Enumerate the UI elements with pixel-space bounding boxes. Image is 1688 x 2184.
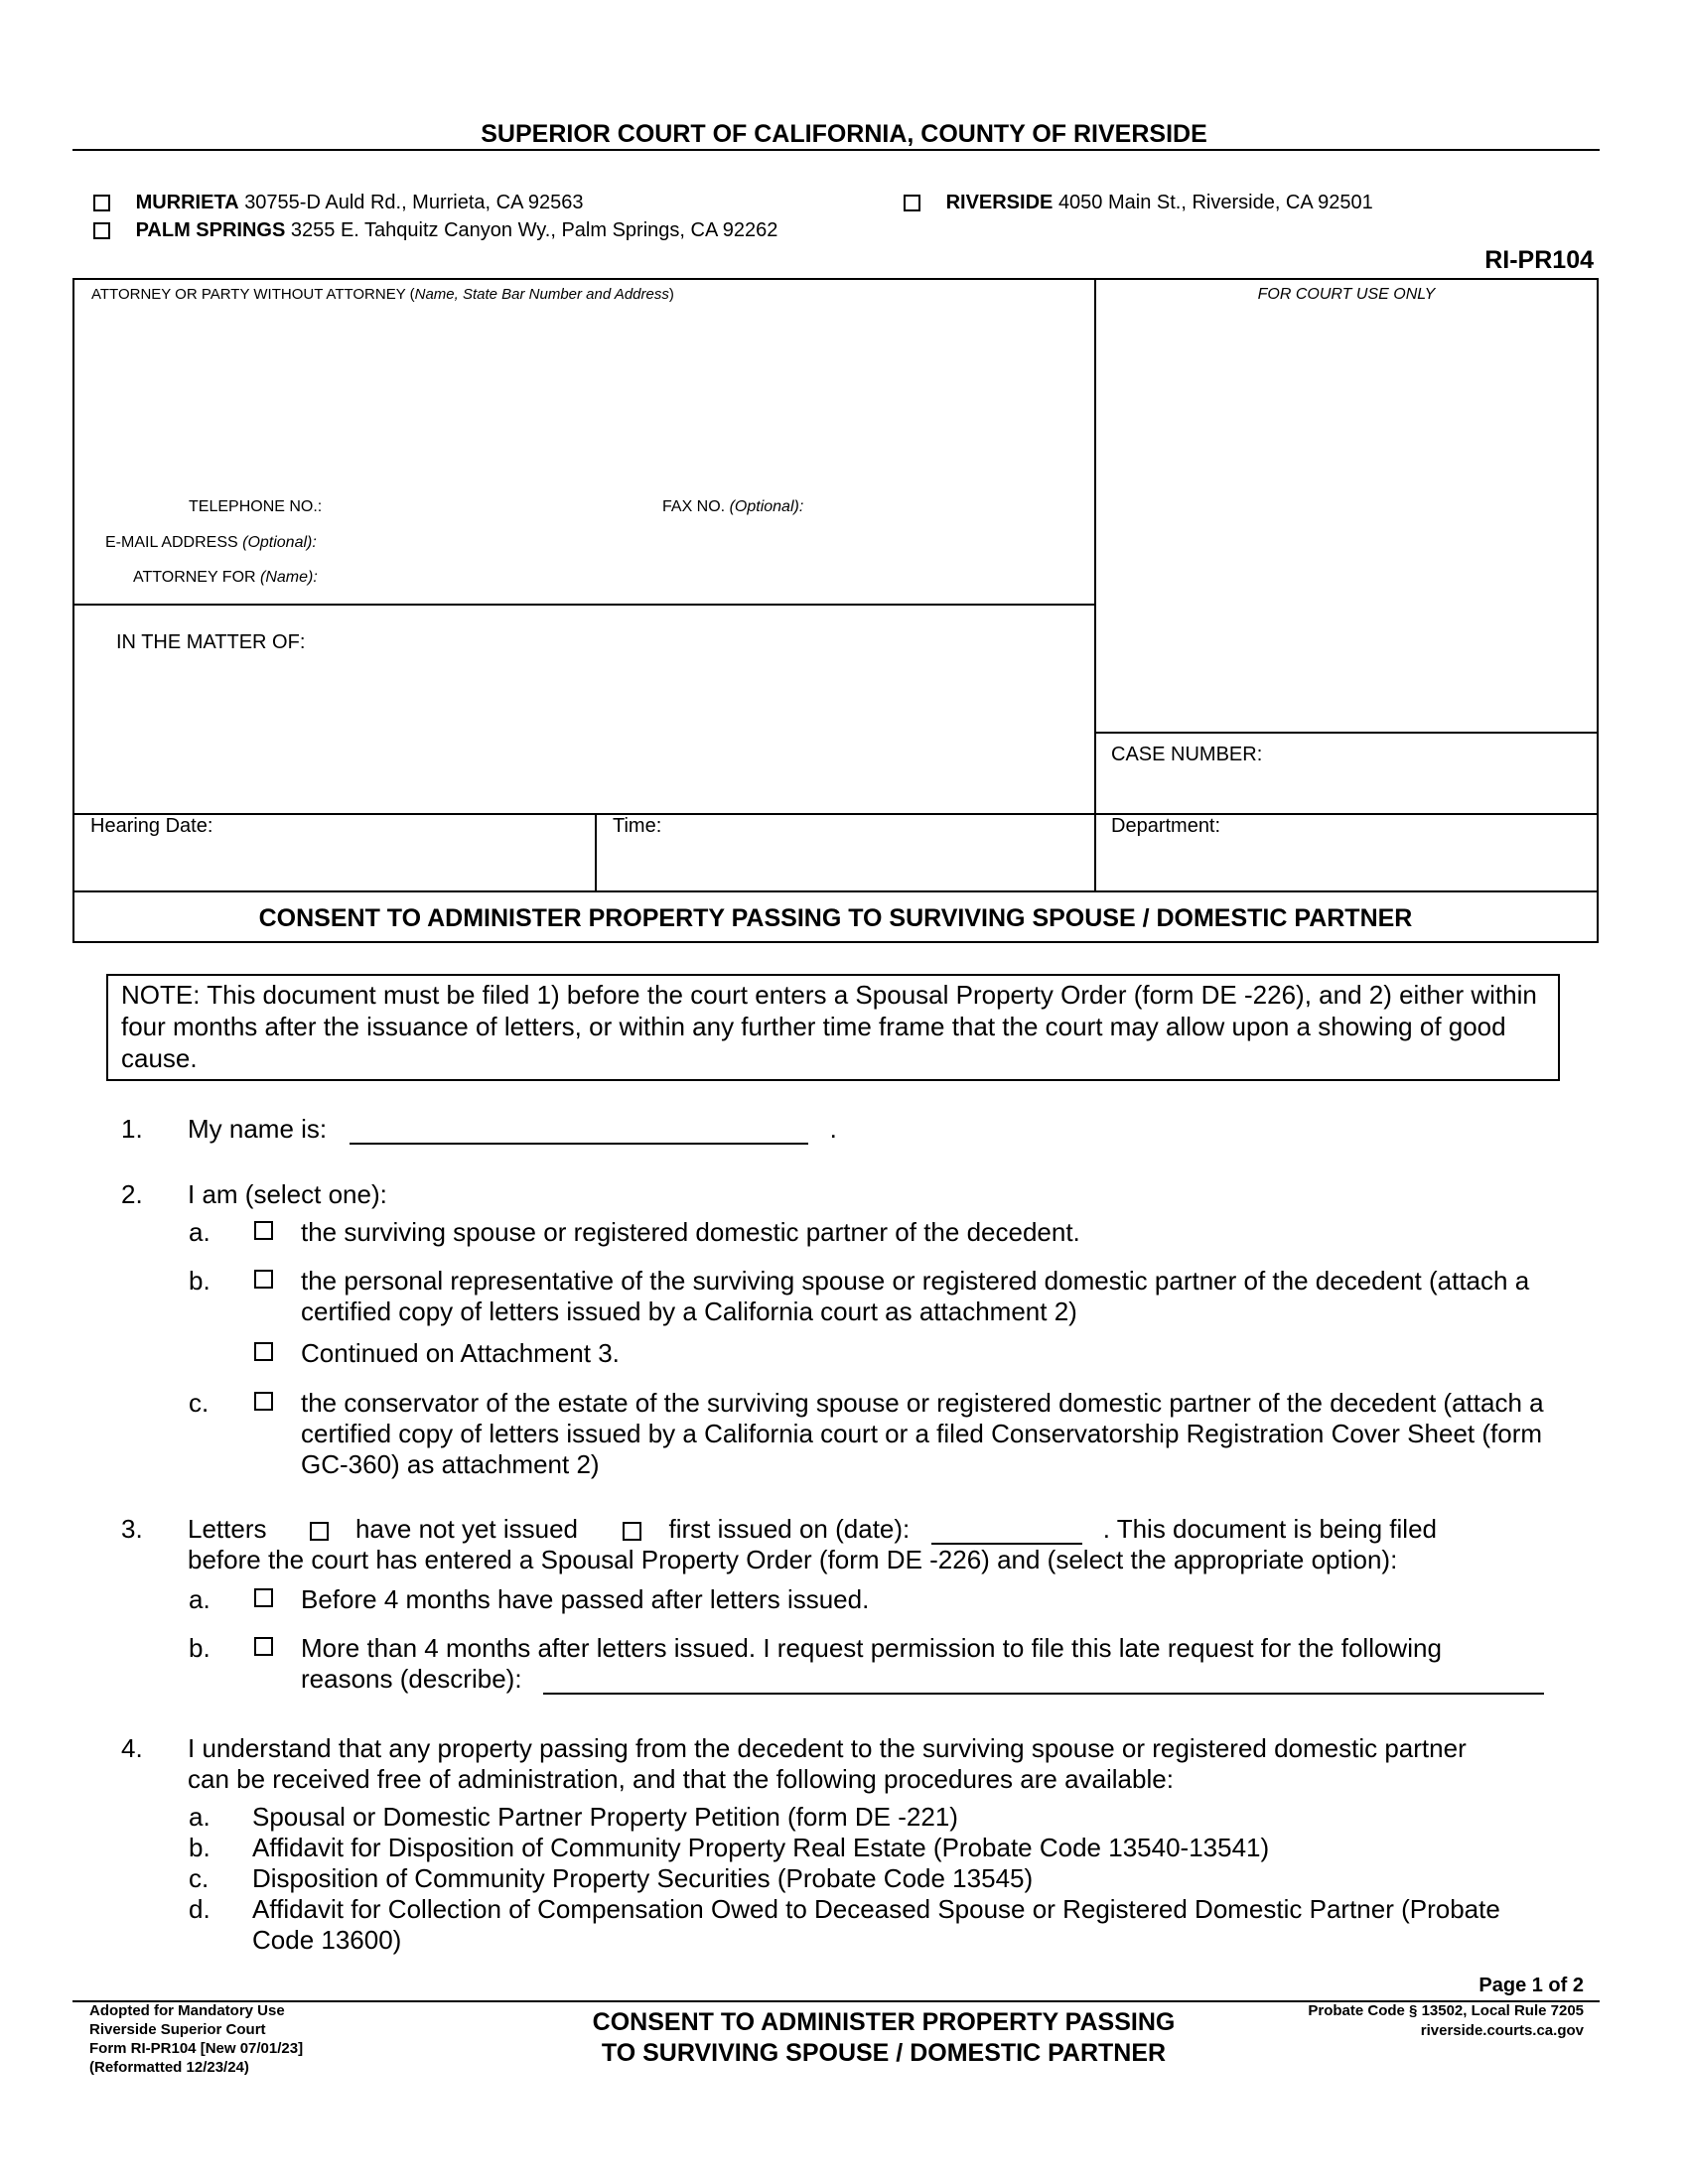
item-1-text: My name is:: [188, 1114, 328, 1144]
item-2-text: I am (select one):: [188, 1179, 387, 1209]
note-text: NOTE: This document must be filed 1) before the court enters a Spousal Property Order (form DE -226), and 2) either within four months after the issuance of letters, or within any further time frame that the court may allow upon a showing of good cause.: [121, 980, 1537, 1073]
footer-left-line: (Reformatted 12/23/24): [89, 2059, 249, 2076]
checkbox-2b[interactable]: [254, 1270, 273, 1289]
item-3a-label: a.: [189, 1584, 211, 1614]
footer-left-line: Form RI-PR104 [New 07/01/23]: [89, 2040, 304, 2057]
footer-title-line2: TO SURVIVING SPOUSE / DOMESTIC PARTNER: [601, 2039, 1167, 2067]
item-3b-text2: reasons (describe):: [301, 1664, 522, 1694]
email-label: E-MAIL ADDRESS (Optional):: [105, 534, 317, 551]
checkbox-3a[interactable]: [254, 1588, 273, 1607]
checkbox-2c[interactable]: [254, 1392, 273, 1411]
location-murrieta: [93, 192, 584, 214]
attorney-label: ATTORNEY OR PARTY WITHOUT ATTORNEY (Name, State Bar Number and Address): [91, 286, 674, 303]
item-1-number: 1.: [121, 1114, 143, 1144]
matter-label: IN THE MATTER OF:: [116, 631, 306, 653]
item-2c-text: the conservator of the estate of the surviving spouse or registered domestic partner of the decedent (attach a certified copy of letters issued by a California court or a filed Conservatorship Registration Cover Sheet (form GC-360) as attachment 2): [301, 1388, 1544, 1479]
list-item-text: Disposition of Community Property Securities (Probate Code 13545): [252, 1863, 1034, 1893]
checkbox-not-yet-issued[interactable]: [310, 1522, 329, 1541]
department-label: Department:: [1111, 815, 1221, 837]
court-title: SUPERIOR COURT OF CALIFORNIA, COUNTY OF RIVERSIDE: [481, 120, 1207, 148]
item-3-line2: before the court has entered a Spousal Property Order (form DE -226) and (select the appropriate option):: [188, 1545, 1398, 1574]
attorney-box[interactable]: [72, 278, 1096, 606]
not-yet-issued-label: have not yet issued: [354, 1514, 579, 1544]
item-1: [188, 1114, 837, 1145]
court-use-box: [1094, 278, 1599, 734]
letters-label: Letters: [188, 1514, 267, 1544]
checkbox-3b[interactable]: [254, 1637, 273, 1656]
checkbox-first-issued[interactable]: [623, 1522, 641, 1541]
location-palm-springs: [93, 219, 777, 242]
first-issued-label: first issued on (date):: [668, 1514, 911, 1544]
footer-title: [387, 2007, 1380, 2069]
attorney-for-label: ATTORNEY FOR (Name):: [133, 569, 318, 586]
checkbox-2a[interactable]: [254, 1221, 273, 1240]
list-item-text: Spousal or Domestic Partner Property Petition (form DE -221): [252, 1802, 958, 1832]
time-box[interactable]: [595, 813, 1096, 892]
location-address: 3255 E. Tahquitz Canyon Wy., Palm Springs, CA 92262: [290, 219, 778, 241]
telephone-label: TELEPHONE NO.:: [189, 498, 323, 515]
checkbox-2b-continued[interactable]: [254, 1342, 273, 1361]
item-2b-continued: Continued on Attachment 3.: [301, 1338, 620, 1368]
court-use-label: FOR COURT USE ONLY: [1257, 286, 1436, 303]
form-title: CONSENT TO ADMINISTER PROPERTY PASSING TO SURVIVING SPOUSE / DOMESTIC PARTNER: [258, 904, 1413, 932]
footer-left-line: Riverside Superior Court: [89, 2021, 266, 2038]
footer-left-line: Adopted for Mandatory Use: [89, 2002, 285, 2019]
item-3b-line2: [301, 1664, 1544, 1695]
location-name: MURRIETA: [135, 192, 239, 213]
item-3b-label: b.: [189, 1633, 211, 1663]
hearing-date-label: Hearing Date:: [90, 815, 213, 837]
item-2-number: 2.: [121, 1179, 143, 1209]
item-4-text: I understand that any property passing from the decedent to the surviving spouse or registered domestic partner can be received free of administration, and that the following procedures are available:: [188, 1733, 1467, 1794]
list-item: c.: [189, 1863, 210, 1893]
footer-right-line1: Probate Code § 13502, Local Rule 7205: [1308, 2002, 1584, 2019]
item-2a-label: a.: [189, 1217, 211, 1247]
item-1-period: .: [829, 1114, 837, 1144]
footer-title-line1: CONSENT TO ADMINISTER PROPERTY PASSING: [592, 2008, 1176, 2036]
footer-right-line2: riverside.courts.ca.gov: [1420, 2022, 1584, 2039]
item-3-line1: [188, 1514, 1437, 1545]
location-name: RIVERSIDE: [945, 192, 1054, 213]
name-field[interactable]: [350, 1115, 808, 1145]
item-3b-text1: More than 4 months after letters issued. I request permission to file this late request for the following: [301, 1633, 1442, 1663]
checkbox-riverside[interactable]: [904, 195, 920, 211]
list-item-text: Affidavit for Disposition of Community Property Real Estate (Probate Code 13540-13541): [252, 1833, 1270, 1862]
reasons-field[interactable]: [543, 1665, 1544, 1695]
item-3a-text: Before 4 months have passed after letters issued.: [301, 1584, 870, 1614]
footer-right: [1308, 2001, 1584, 2041]
list-item: a.: [189, 1802, 211, 1832]
location-name: PALM SPRINGS: [135, 219, 286, 241]
item-2a-text: the surviving spouse or registered domestic partner of the decedent.: [301, 1217, 1080, 1247]
location-address: 30755-D Auld Rd., Murrieta, CA 92563: [244, 192, 584, 213]
form-id: RI-PR104: [1484, 246, 1594, 274]
header-rule: [72, 149, 1600, 151]
letters-date-field[interactable]: [931, 1515, 1082, 1545]
fax-label: FAX NO. (Optional):: [662, 498, 804, 515]
footer-left: [89, 2001, 303, 2077]
time-label: Time:: [613, 815, 662, 837]
item-4-number: 4.: [121, 1733, 143, 1763]
list-item: d.: [189, 1894, 211, 1924]
list-item-text: Affidavit for Collection of Compensation Owed to Deceased Spouse or Registered Domestic Partner (Probate Code 13600): [252, 1894, 1500, 1955]
item-2c-label: c.: [189, 1388, 210, 1418]
item-3-line1-end: . This document is being filed: [1102, 1514, 1437, 1544]
checkbox-palm-springs[interactable]: [93, 222, 110, 239]
checkbox-murrieta[interactable]: [93, 195, 110, 211]
location-address: 4050 Main St., Riverside, CA 92501: [1057, 192, 1373, 213]
item-3-number: 3.: [121, 1514, 143, 1544]
item-2b-label: b.: [189, 1266, 211, 1296]
page-number: Page 1 of 2: [1478, 1975, 1584, 1996]
location-riverside: [904, 192, 1373, 214]
item-2b-text: the personal representative of the surviving spouse or registered domestic partner of the decedent (attach a certified copy of letters issued by a California court as attachment 2): [301, 1266, 1530, 1326]
list-item: b.: [189, 1833, 211, 1862]
case-number-label: CASE NUMBER:: [1111, 744, 1263, 765]
